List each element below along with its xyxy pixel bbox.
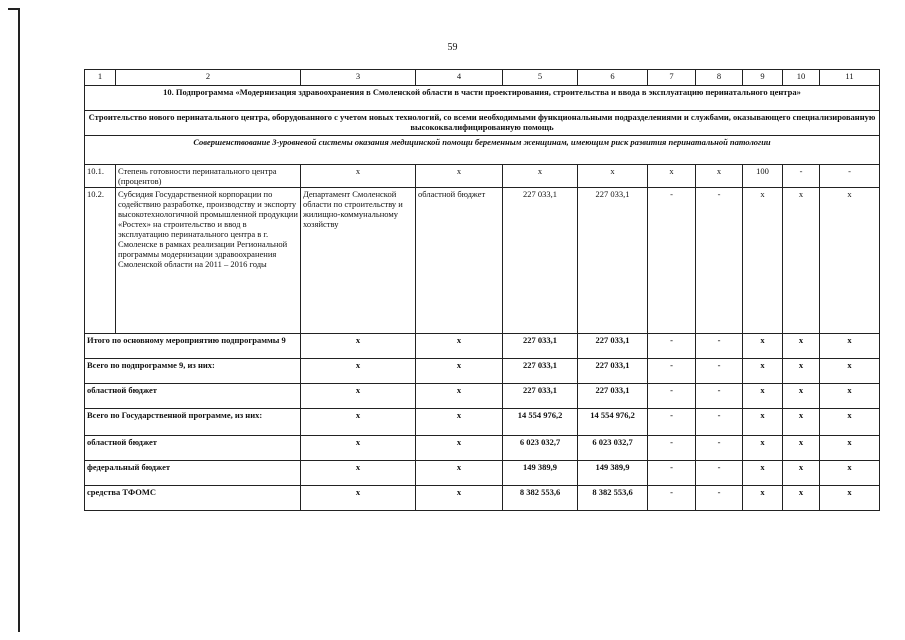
total-cell: х xyxy=(820,461,880,486)
goal-row xyxy=(85,111,880,136)
task-row xyxy=(85,136,880,165)
total-label: средства ТФОМС xyxy=(85,486,301,511)
row-value: х xyxy=(578,165,648,188)
total-cell: - xyxy=(696,486,743,511)
col-header: 1 xyxy=(85,70,116,86)
total-cell: - xyxy=(648,409,696,436)
total-cell: х xyxy=(301,486,416,511)
total-cell: х xyxy=(743,334,783,359)
total-cell: х xyxy=(820,384,880,409)
row-name: Субсидия Государственной корпорации по содействию разработке, производству и экспорту высокотехнологичной промышленной продукции «Ростех» на строительство и ввод в эксплуатацию перинатального центра в г. Смоленске в рамках реализации Региональной программы модернизации здравоохранения Смоленской области на 2011 – 2016 годы xyxy=(116,188,301,334)
total-cell: 227 033,1 xyxy=(578,359,648,384)
total-label: Всего по Государственной программе, из них: xyxy=(85,409,301,436)
row-executor: Департамент Смоленской области по строительству и жилищно-коммунальному хозяйству xyxy=(301,188,416,334)
col-header: 9 xyxy=(743,70,783,86)
total-cell: 8 382 553,6 xyxy=(503,486,578,511)
total-cell: х xyxy=(416,334,503,359)
total-cell: х xyxy=(301,384,416,409)
total-cell: х xyxy=(416,409,503,436)
total-cell: х xyxy=(301,409,416,436)
col-header: 10 xyxy=(783,70,820,86)
total-cell: 227 033,1 xyxy=(578,334,648,359)
col-header: 8 xyxy=(696,70,743,86)
total-cell: х xyxy=(301,334,416,359)
total-cell: х xyxy=(416,359,503,384)
total-cell: х xyxy=(301,436,416,461)
row-value: 100 xyxy=(743,165,783,188)
row-value: 227 033,1 xyxy=(578,188,648,334)
row-total: х xyxy=(503,165,578,188)
total-cell: - xyxy=(648,334,696,359)
scan-border-line xyxy=(18,8,20,632)
total-label: областной бюджет xyxy=(85,384,301,409)
total-row xyxy=(85,359,880,384)
goal-text: Строительство нового перинатального центра, оборудованного с учетом новых технологий, со всеми необходимыми функциональными подразделениями и службами, оказывающего специализированную высококвалифицированную помощь xyxy=(85,111,880,136)
total-cell: х xyxy=(783,384,820,409)
total-cell: х xyxy=(743,436,783,461)
total-cell: х xyxy=(783,359,820,384)
total-cell: х xyxy=(820,359,880,384)
total-cell: - xyxy=(648,359,696,384)
total-row xyxy=(85,461,880,486)
row-value: - xyxy=(783,165,820,188)
total-cell: х xyxy=(416,486,503,511)
col-header: 3 xyxy=(301,70,416,86)
section-title: 10. Подпрограмма «Модернизация здравоохранения в Смоленской области в части проектирования, строительства и ввода в эксплуатацию перинатального центра» xyxy=(85,86,880,111)
table-row xyxy=(85,188,880,334)
total-label: Итого по основному мероприятию подпрограммы 9 xyxy=(85,334,301,359)
row-value: - xyxy=(820,165,880,188)
total-cell: - xyxy=(648,461,696,486)
program-table xyxy=(84,69,880,511)
task-text: Совершенствование 3-уровневой системы оказания медицинской помощи беременным женщинам, имеющим риск развития перинатальной патологии xyxy=(85,136,880,165)
total-row xyxy=(85,486,880,511)
total-cell: 149 389,9 xyxy=(578,461,648,486)
row-value: х xyxy=(783,188,820,334)
row-name: Степень готовности перинатального центра (процентов) xyxy=(116,165,301,188)
total-cell: х xyxy=(783,486,820,511)
total-cell: х xyxy=(743,461,783,486)
total-cell: х xyxy=(783,461,820,486)
row-value: х xyxy=(820,188,880,334)
col-header: 2 xyxy=(116,70,301,86)
total-cell: 14 554 976,2 xyxy=(578,409,648,436)
total-cell: х xyxy=(743,409,783,436)
row-value: - xyxy=(696,188,743,334)
total-label: федеральный бюджет xyxy=(85,461,301,486)
total-cell: х xyxy=(301,461,416,486)
scan-border-mark xyxy=(8,8,18,10)
row-number: 10.1. xyxy=(85,165,116,188)
total-cell: 227 033,1 xyxy=(503,384,578,409)
total-cell: 6 023 032,7 xyxy=(503,436,578,461)
total-cell: - xyxy=(648,436,696,461)
col-header: 7 xyxy=(648,70,696,86)
row-value: х xyxy=(648,165,696,188)
total-cell: - xyxy=(696,334,743,359)
total-cell: 8 382 553,6 xyxy=(578,486,648,511)
row-value: х xyxy=(743,188,783,334)
total-cell: х xyxy=(416,384,503,409)
row-source: областной бюджет xyxy=(416,188,503,334)
table-row xyxy=(85,165,880,188)
row-value: х xyxy=(696,165,743,188)
total-row xyxy=(85,384,880,409)
col-header: 11 xyxy=(820,70,880,86)
col-header: 5 xyxy=(503,70,578,86)
total-cell: 227 033,1 xyxy=(503,334,578,359)
total-cell: 227 033,1 xyxy=(578,384,648,409)
total-cell: х xyxy=(743,486,783,511)
column-number-row xyxy=(85,70,880,86)
total-cell: 6 023 032,7 xyxy=(578,436,648,461)
total-row xyxy=(85,409,880,436)
total-cell: х xyxy=(416,436,503,461)
total-row xyxy=(85,334,880,359)
total-row xyxy=(85,436,880,461)
total-cell: х xyxy=(820,334,880,359)
row-number: 10.2. xyxy=(85,188,116,334)
row-executor: х xyxy=(301,165,416,188)
page-number: 59 xyxy=(447,42,458,53)
total-cell: х xyxy=(783,436,820,461)
total-cell: - xyxy=(696,359,743,384)
total-cell: х xyxy=(301,359,416,384)
col-header: 6 xyxy=(578,70,648,86)
total-cell: 14 554 976,2 xyxy=(503,409,578,436)
total-cell: - xyxy=(696,436,743,461)
total-cell: х xyxy=(820,486,880,511)
row-source: х xyxy=(416,165,503,188)
total-label: Всего по подпрограмме 9, из них: xyxy=(85,359,301,384)
total-cell: - xyxy=(648,384,696,409)
total-cell: - xyxy=(648,486,696,511)
total-cell: х xyxy=(743,359,783,384)
total-cell: 227 033,1 xyxy=(503,359,578,384)
row-total: 227 033,1 xyxy=(503,188,578,334)
total-label: областной бюджет xyxy=(85,436,301,461)
total-cell: х xyxy=(783,334,820,359)
total-cell: - xyxy=(696,409,743,436)
total-cell: х xyxy=(820,409,880,436)
total-cell: - xyxy=(696,384,743,409)
total-cell: х xyxy=(416,461,503,486)
row-value: - xyxy=(648,188,696,334)
total-cell: х xyxy=(783,409,820,436)
section-title-row xyxy=(85,86,880,111)
total-cell: х xyxy=(743,384,783,409)
col-header: 4 xyxy=(416,70,503,86)
total-cell: - xyxy=(696,461,743,486)
total-cell: 149 389,9 xyxy=(503,461,578,486)
total-cell: х xyxy=(820,436,880,461)
